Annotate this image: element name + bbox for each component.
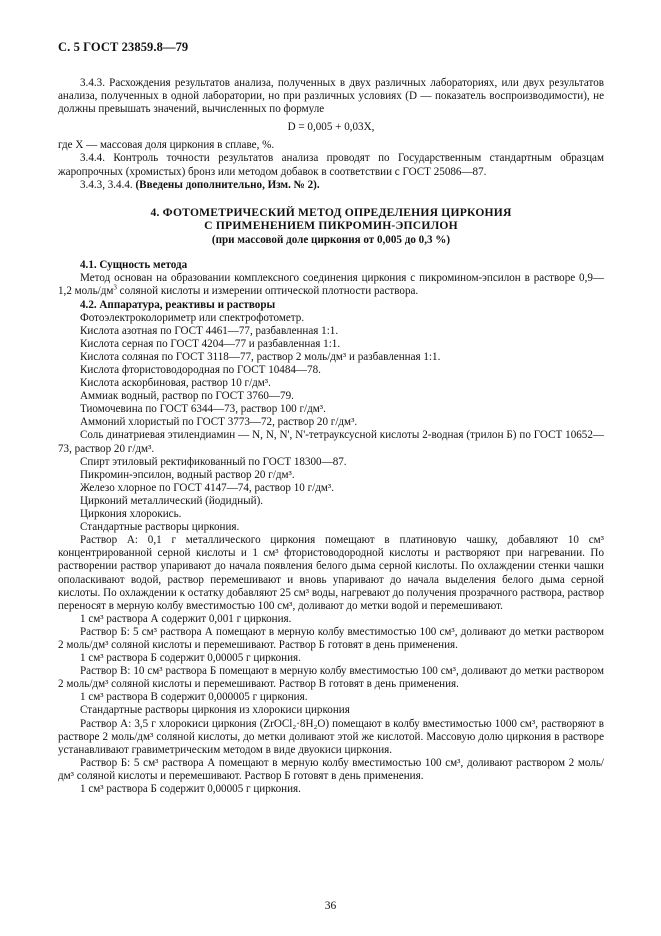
- solution-b2-procedure: Раствор Б: 5 см³ раствора А помещают в мерную колбу вместимостью 100 см³, доливают раствором 2 моль/дм³ соляной кислоты и перемешивают. Раствор Б готовят в день применения.: [58, 756, 604, 782]
- reagent-item: Кислота азотная по ГОСТ 4461—77, разбавленная 1:1.: [80, 324, 339, 337]
- page-number: 36: [324, 900, 337, 912]
- solution-b2-content: 1 см³ раствора Б содержит 0,00005 г циркония.: [80, 783, 301, 795]
- solution-v-content: 1 см³ раствора В содержит 0,000005 г циркония.: [80, 691, 308, 704]
- solution-a-procedure: Раствор А: 0,1 г металлического циркония помещают в платиновую чашку, добавляют 10 см³ концентрированной серной кислоты и 1 см³ фтористоводородной кислоты и растворяют при нагревании. По растворении раствор упаривают до начала появления белого дыма серной кислоты. По охлаждении стенки чашки ополаскивают водой, раствор перемешивают и вновь упаривают до начала выделения белого дыма серной кислоты. По охлаждении к остатку добавляют 25 см³ воды, нагревают до получения прозрачного раствора, раствор переносят в мерную колбу вместимостью 100 см³, доливают до метки водой и перемешивают.: [58, 534, 604, 612]
- solution-a2-procedure: Раствор А: 3,5 г хлорокиси циркония (ZrOCl₂·8H₂O) помещают в колбу вместимостью 1000 см³, растворяют в растворе 2 моль/дм³ соляной кислоты, до метки доливают этой же кислотой. Массовую долю циркония в растворе устанавливают гравиметрическим методом в виде двуокиси циркония.: [58, 717, 604, 756]
- reagent-item: Кислота серная по ГОСТ 4204—77 и разбавленная 1:1.: [80, 337, 341, 350]
- reagent-item: Тиомочевина по ГОСТ 6344—73, раствор 100 г/дм³.: [80, 403, 326, 416]
- section-heading-line1: 4. ФОТОМЕТРИЧЕСКИЙ МЕТОД ОПРЕДЕЛЕНИЯ ЦИРКОНИЯ: [150, 205, 512, 219]
- page-header: С. 5 ГОСТ 23859.8—79: [58, 40, 189, 54]
- reagent-item: Цирконий металлический (йодидный).: [80, 494, 264, 507]
- reagent-item: Фотоэлектроколориметр или спектрофотометр.: [80, 311, 305, 324]
- solution-b-procedure: Раствор Б: 5 см³ раствора А помещают в мерную колбу вместимостью 100 см³, доливают до метки раствором 2 моль/дм³ соляной кислоты и перемешивают. Раствор Б готовят в день применения.: [58, 625, 604, 651]
- reagent-item: Стандартные растворы циркония.: [80, 521, 240, 534]
- reagent-item: Кислота соляная по ГОСТ 3118—77, раствор 2 моль/дм³ и разбавленная 1:1.: [80, 350, 441, 363]
- section-heading: [58, 206, 604, 248]
- amendment-bold: (Введены дополнительно, Изм. № 2).: [135, 178, 320, 191]
- section-heading-line3: (при массовой доле циркония от 0,005 до 0,3 %): [211, 233, 451, 246]
- formula: D = 0,005 + 0,03X,: [287, 121, 375, 134]
- reagent-item: Циркония хлорокись.: [80, 508, 182, 521]
- amendment-note: [58, 179, 604, 192]
- reagent-item: Пикромин-эпсилон, водный раствор 20 г/дм³.: [80, 468, 295, 481]
- solution-v-procedure: Раствор В: 10 см³ раствора Б помещают в мерную колбу вместимостью 100 см³, доливают до метки раствором 2 моль/дм³ соляной кислоты и перемешивают. Раствор В готовят в день применения.: [58, 665, 604, 691]
- reagent-item: Железо хлорное по ГОСТ 4147—74, раствор 10 г/дм³.: [80, 481, 334, 494]
- paragraph-3-4-3: 3.4.3. Расхождения результатов анализа, полученных в двух различных лабораториях, или двух результатов анализа, полученных в одной лаборатории, но при различных условиях (D — показатель воспроизводимости), не должны превышать значений, вычисленных по формуле: [58, 77, 604, 116]
- formula-explanation: где X — массовая доля циркония в сплаве, %.: [58, 139, 275, 152]
- amendment-prefix: 3.4.3, 3.4.4.: [80, 178, 133, 191]
- standard-solutions-oxychloride-title: Стандартные растворы циркония из хлорокиси циркония: [80, 704, 350, 717]
- reagent-item: Спирт этиловый ректификованный по ГОСТ 18300—87.: [80, 455, 347, 468]
- reagent-item: Кислота фтористоводородная по ГОСТ 10484—78.: [80, 364, 321, 376]
- subsection-4-1-title: 4.1. Сущность метода: [80, 259, 188, 272]
- section-heading-line2: С ПРИМЕНЕНИЕМ ПИКРОМИН-ЭПСИЛОН: [204, 219, 458, 233]
- superscript-3: 3: [113, 283, 117, 292]
- reagent-item: Аммиак водный, раствор по ГОСТ 3760—79.: [80, 390, 294, 403]
- paragraph-3-4-4: 3.4.4. Контроль точности результатов анализа проводят по Государственным стандартным образцам жаропрочных (хромистых) бронз или методом добавок в соответствии с ГОСТ 25086—87.: [58, 152, 604, 178]
- reagent-item: Кислота аскорбиновая, раствор 10 г/дм³.: [80, 377, 271, 390]
- subsection-4-1-text: Метод основан на образовании комплексного соединения циркония с пикромином-эпсилон в растворе 0,9—1,2 моль/$дм^3$ соляной кислоты и измерении оптической плотности раствора.: [58, 272, 604, 298]
- solution-b-content: 1 см³ раствора Б содержит 0,00005 г циркония.: [80, 652, 301, 665]
- reagent-item: Аммоний хлористый по ГОСТ 3773—72, раствор 20 г/дм³.: [80, 416, 358, 429]
- solution-a-content: 1 см³ раствора А содержит 0,001 г циркония.: [80, 612, 292, 625]
- document-body: [58, 77, 604, 796]
- reagent-item: Соль динатриевая этилендиамин — N, N, N', N'-тетрауксусной кислоты 2-водная (трилон Б) по ГОСТ 10652—73, раствор 20 г/дм³.: [58, 429, 604, 455]
- subsection-4-2-title: 4.2. Аппаратура, реактивы и растворы: [80, 298, 276, 311]
